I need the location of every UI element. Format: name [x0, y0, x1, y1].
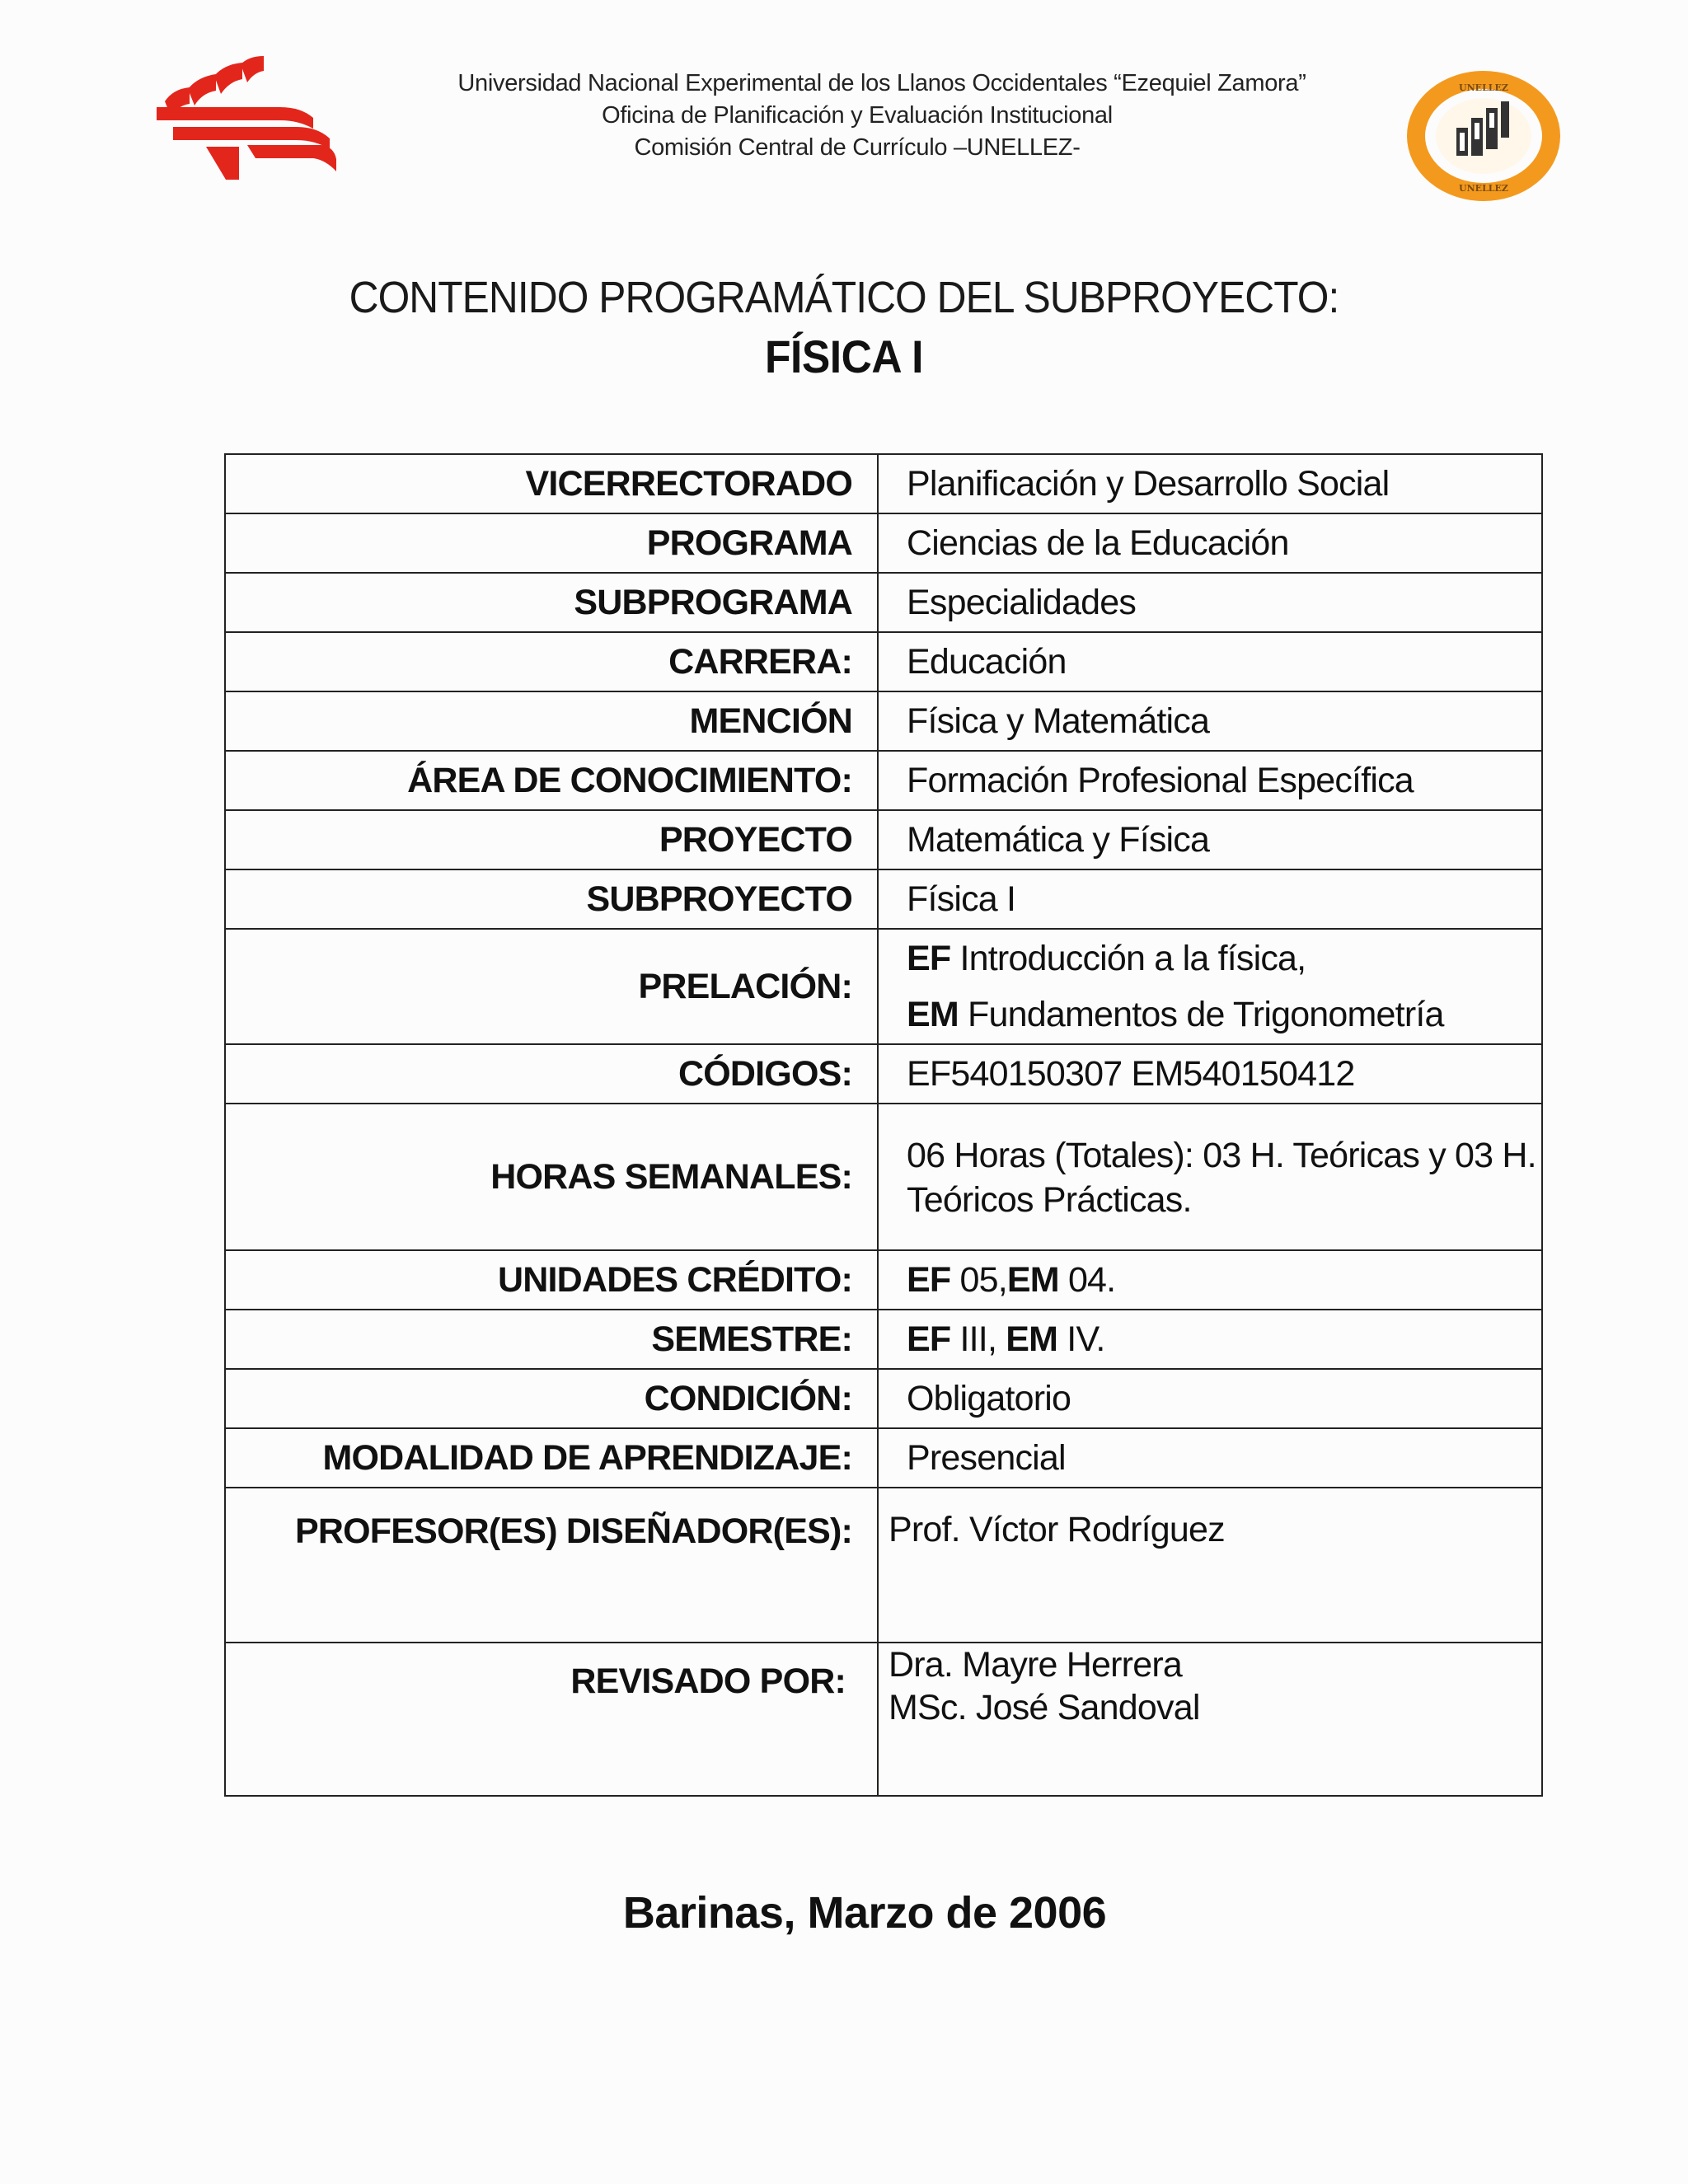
row-value: Educación [878, 632, 1542, 691]
row-label: MODALIDAD DE APRENDIZAJE: [225, 1428, 878, 1488]
table-row [225, 1369, 1542, 1428]
svg-text:UNELLEZ: UNELLEZ [1459, 82, 1508, 93]
table-row [225, 751, 1542, 810]
office-name: Oficina de Planificación y Evaluación Institucional [602, 102, 1113, 129]
row-value: Ciencias de la Educación [878, 513, 1542, 573]
row-value: Especialidades [878, 573, 1542, 632]
row-value [878, 1643, 1542, 1796]
horas-line-2: Teóricos Prácticas. [907, 1180, 1192, 1220]
row-value: Planificación y Desarrollo Social [878, 454, 1542, 513]
table-row [225, 1310, 1542, 1369]
row-label: CÓDIGOS: [225, 1044, 878, 1104]
table-row [225, 810, 1542, 869]
table-row [225, 691, 1542, 751]
row-label: PROGRAMA [225, 513, 878, 573]
table-row [225, 1428, 1542, 1488]
place-date: Barinas, Marzo de 2006 [622, 1888, 1107, 1938]
table-row [225, 929, 1542, 1044]
table-row [225, 1643, 1542, 1796]
row-value: Formación Profesional Específica [878, 751, 1542, 810]
table-row [225, 573, 1542, 632]
row-label: ÁREA DE CONOCIMIENTO: [225, 751, 878, 810]
row-value: Matemática y Física [878, 810, 1542, 869]
row-label: PROFESOR(ES) DISEÑADOR(ES): [225, 1488, 878, 1643]
table-row [225, 513, 1542, 573]
row-value: Obligatorio [878, 1369, 1542, 1428]
subproject-info-table [224, 453, 1543, 1797]
row-value [878, 929, 1542, 1044]
prelacion-line-1: EF Introducción a la física, [907, 939, 1306, 978]
svg-text:UNELLEZ: UNELLEZ [1459, 183, 1508, 194]
row-value: Física I [878, 869, 1542, 929]
row-label: HORAS SEMANALES: [225, 1104, 878, 1250]
table-row [225, 454, 1542, 513]
row-value: Física y Matemática [878, 691, 1542, 751]
row-value: EF 05,EM 04. [878, 1250, 1542, 1310]
row-label: REVISADO POR: [225, 1643, 878, 1796]
university-name: Universidad Nacional Experimental de los Llanos Occidentales “Ezequiel Zamora” [457, 70, 1306, 96]
row-label: CARRERA: [225, 632, 878, 691]
reviewer-2: MSc. José Sandoval [889, 1688, 1200, 1727]
row-value: Presencial [878, 1428, 1542, 1488]
row-label: CONDICIÓN: [225, 1369, 878, 1428]
row-value: EF III, EM IV. [878, 1310, 1542, 1369]
document-title: CONTENIDO PROGRAMÁTICO DEL SUBPROYECTO: [349, 273, 1339, 322]
row-label: VICERRECTORADO [225, 454, 878, 513]
commission-name: Comisión Central de Currículo –UNELLEZ- [634, 134, 1081, 161]
row-label: SUBPROYECTO [225, 869, 878, 929]
row-value: Prof. Víctor Rodríguez [878, 1488, 1542, 1643]
table-row [225, 632, 1542, 691]
opei-logo [1405, 70, 1562, 202]
row-label: PRELACIÓN: [225, 929, 878, 1044]
reviewer-1: Dra. Mayre Herrera [889, 1645, 1182, 1685]
table-row [225, 1104, 1542, 1250]
row-value: EF540150307 EM540150412 [878, 1044, 1542, 1104]
horas-line-1: 06 Horas (Totales): 03 H. Teóricas y 03 H. [907, 1136, 1536, 1175]
institution-header [346, 68, 1418, 164]
table-row [225, 1044, 1542, 1104]
row-value [878, 1104, 1542, 1250]
prelacion-line-2: EM Fundamentos de Trigonometría [907, 995, 1444, 1034]
document-subtitle: FÍSICA I [765, 330, 923, 382]
row-label: PROYECTO [225, 810, 878, 869]
table-row [225, 869, 1542, 929]
table-row [225, 1488, 1542, 1643]
row-label: SUBPROGRAMA [225, 573, 878, 632]
row-label: MENCIÓN [225, 691, 878, 751]
row-label: SEMESTRE: [225, 1310, 878, 1369]
row-label: UNIDADES CRÉDITO: [225, 1250, 878, 1310]
table-row [225, 1250, 1542, 1310]
